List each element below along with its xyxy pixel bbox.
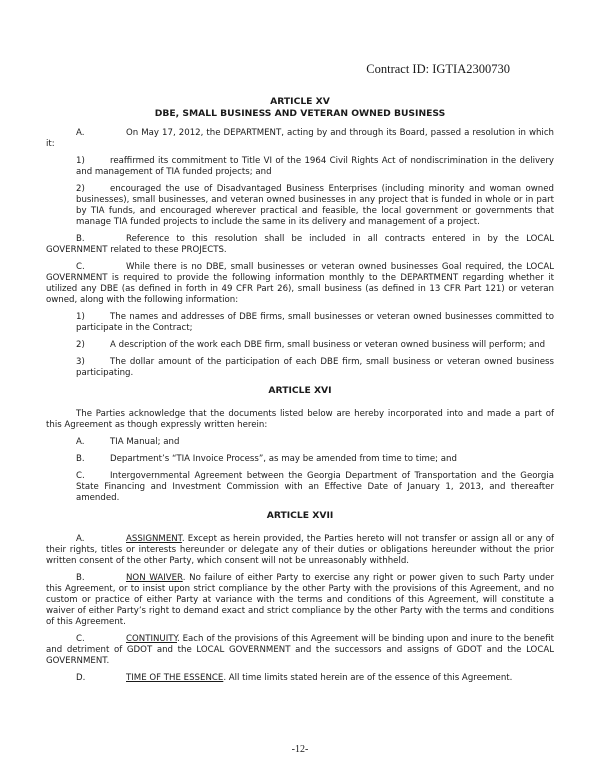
article-15-para-b: [46, 234, 554, 256]
item-number: 3): [76, 357, 85, 367]
item-number: 1): [76, 156, 85, 166]
section-label: D.: [76, 673, 86, 683]
section-text: . Except as herein provided, the Parties hereto will not transfer or assign all or any of their rights, titles or interests hereunder or delegate any of their duties or obligations hereunder without the prior written consent of the other Party, which consent will not be unreasonably withheld.: [46, 534, 554, 566]
article-17-section-c: [46, 634, 554, 667]
section-text: . All time limits stated herein are of the essence of this Agreement.: [223, 673, 513, 683]
section-text: . Each of the provisions of this Agreement will be binding upon and inure to the benefit and detriment of GDOT and the LOCAL GOVERNMENT and the successors and assigns of GDOT and the LOCAL GOVERNMENT.: [46, 634, 554, 666]
item-text: A description of the work each DBE firm, small business or veteran owned business will perform; and: [110, 340, 546, 350]
section-label: B.: [76, 573, 85, 583]
item-text: The dollar amount of the participation of each DBE firm, small business or veteran owned business participating.: [76, 357, 554, 378]
item-number: 2): [76, 184, 85, 194]
section-heading: TIME OF THE ESSENCE: [126, 673, 224, 683]
article-15-item-c2: [46, 340, 554, 351]
item-number: A.: [76, 437, 85, 447]
document-body: [46, 96, 554, 690]
item-text: encouraged the use of Disadvantaged Business Enterprises (including minority and woman owned businesses), small businesses, and veteran owned businesses in any project that is funded in whole or in part by TIA funds, and encouraged wherever practical and feasible, the local government or governments that manage TIA funded projects to include the same in its delivery and management of a project.: [76, 184, 554, 227]
article-16-title: ARTICLE XVI: [268, 385, 332, 396]
item-text: TIA Manual; and: [110, 437, 180, 447]
article-17-section-a: [46, 534, 554, 567]
item-number: C.: [76, 471, 85, 481]
item-number: B.: [76, 454, 85, 464]
section-text: . No failure of either Party to exercise any right or power given to such Party under this Agreement, or to insist upon strict compliance by the other Party with the provisions of this Agreement, and no custom or practice of either Party at variance with the terms and conditions of this Agreement, will constitute a waiver of either Party’s right to demand exact and strict compliance by the other Party with the terms and conditions of this Agreement.: [46, 573, 554, 627]
article-15-para-a: [46, 128, 554, 150]
para-label: B.: [76, 234, 85, 244]
item-text: reaffirmed its commitment to Title VI of the 1964 Civil Rights Act of nondiscrimination in the delivery and management of TIA funded projects; and: [76, 156, 554, 177]
article-17-section-d: [46, 673, 554, 684]
article-16-item-a: [46, 437, 554, 448]
para-label: A.: [76, 128, 85, 138]
item-number: 2): [76, 340, 85, 350]
para-text: While there is no DBE, small businesses or veteran owned businesses Goal required, the LOCAL GOVERNMENT is required to provide the following information monthly to the DEPARTMENT regarding whether it utilized any DBE (as defined in forth in 49 CFR Part 26), small business (as defined in 13 CFR Part 121) or veteran owned, along with the following information:: [46, 262, 554, 305]
article-15-para-c: [46, 262, 554, 306]
para-text: Reference to this resolution shall be included in all contracts entered in by the LOCAL GOVERNMENT related to these PROJECTS.: [46, 234, 554, 255]
article-16-intro: The Parties acknowledge that the documents listed below are hereby incorporated into and made a part of this Agreement as though expressly written herein:: [46, 409, 554, 430]
para-label: C.: [76, 262, 85, 272]
section-heading: ASSIGNMENT: [126, 534, 182, 544]
article-15-subtitle: DBE, SMALL BUSINESS AND VETERAN OWNED BUSINESS: [154, 108, 446, 119]
article-17-section-b: [46, 573, 554, 628]
article-15-item-a2: [46, 184, 554, 228]
para-text: On May 17, 2012, the DEPARTMENT, acting by and through its Board, passed a resolution in which it:: [46, 128, 554, 149]
section-heading: NON WAIVER: [126, 573, 183, 583]
article-17-title: ARTICLE XVII: [266, 510, 334, 521]
section-heading: CONTINUITY: [126, 634, 177, 644]
item-text: The names and addresses of DBE firms, small businesses or veteran owned businesses committed to participate in the Contract;: [76, 312, 554, 333]
contract-id: Contract ID: IGTIA2300730: [366, 62, 510, 76]
section-label: C.: [76, 634, 85, 644]
article-15-item-c3: [46, 357, 554, 379]
article-15-item-a1: [46, 156, 554, 178]
article-15-item-c1: [46, 312, 554, 334]
article-16-item-b: [46, 454, 554, 465]
article-16-item-c: [46, 471, 554, 504]
item-text: Intergovernmental Agreement between the Georgia Department of Transportation and the Georgia State Financing and Investment Commission with an Effective Date of January 1, 2013, and thereafter amended.: [76, 471, 554, 503]
section-label: A.: [76, 534, 85, 544]
article-15-title: ARTICLE XV: [270, 96, 330, 107]
page-number: -12-: [291, 744, 309, 755]
item-number: 1): [76, 312, 85, 322]
item-text: Department’s “TIA Invoice Process”, as may be amended from time to time; and: [110, 454, 457, 464]
